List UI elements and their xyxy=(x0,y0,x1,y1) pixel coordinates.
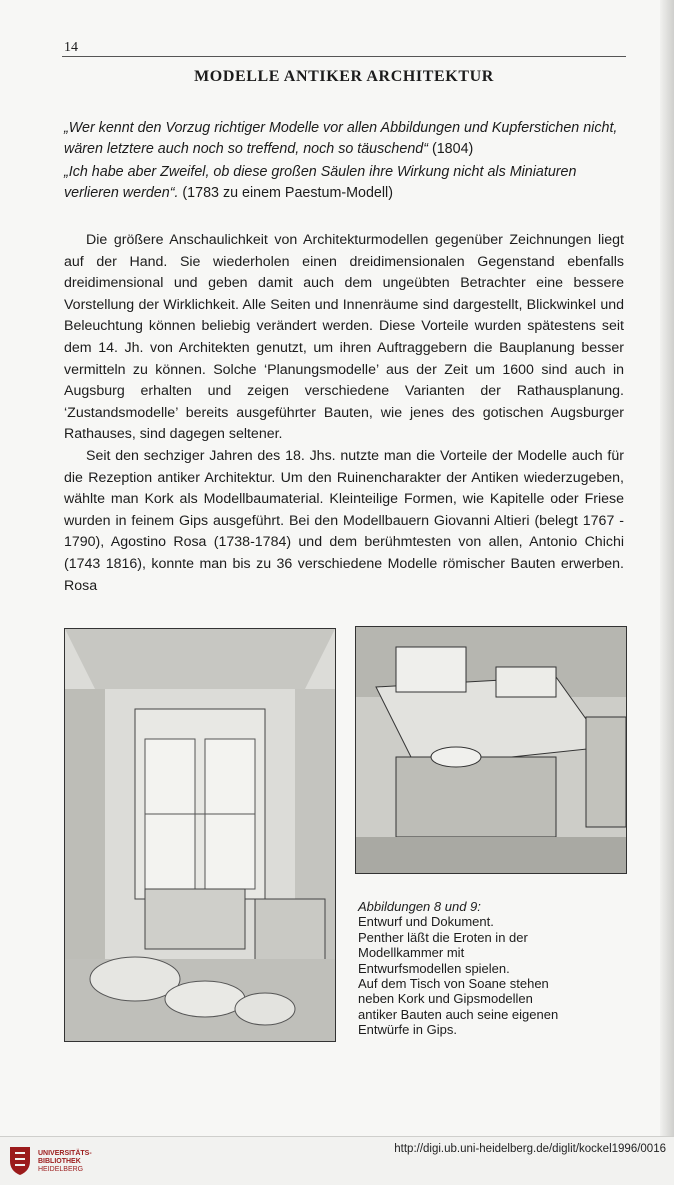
caption-line: Auf dem Tisch von Soane stehen xyxy=(358,976,549,992)
caption-line: antiker Bauten auch seine eigenen xyxy=(358,1006,559,1022)
figure-8-illustration xyxy=(65,629,335,1041)
source-url-link[interactable]: http://digi.ub.uni-heidelberg.de/diglit/kockel1996/0016 xyxy=(394,1143,666,1155)
caption-label: Abbildungen 8 und 9: xyxy=(358,899,481,914)
library-line: UNIVERSITÄTS- xyxy=(38,1150,92,1157)
caption-line: Penther läßt die Eroten in der xyxy=(358,929,528,945)
quote-2-source: (1783 zu einem Paestum-Modell) xyxy=(178,185,393,201)
figure-9-engraving xyxy=(355,626,627,874)
figure-caption xyxy=(358,899,608,1038)
quote-1-text: „Wer kennt den Vorzug richtiger Modelle vor allen Abbildungen und Kupferstichen nicht, wären letztere auch noch so treffend, noch so täuschend“ xyxy=(64,120,618,157)
library-line: HEIDELBERG xyxy=(38,1166,84,1173)
figure-8-engraving xyxy=(64,628,336,1042)
header-rule xyxy=(62,56,626,57)
quote-2-text: „Ich habe aber Zweifel, ob diese großen Säulen ihre Wirkung nicht als Miniaturen verlieren werden“. xyxy=(64,164,577,201)
figure-9-illustration xyxy=(356,627,626,873)
caption-line: Entwürfe in Gips. xyxy=(358,1022,457,1038)
caption-line: Modellkammer mit xyxy=(358,945,465,961)
quote-2 xyxy=(64,162,624,204)
library-logo-icon[interactable] xyxy=(6,1143,34,1177)
paragraph: Die größere Anschaulichkeit von Architekturmodellen gegenüber Zeichnungen liegt auf der Hand. Sie wiederholen einen dreidimensionalen Gegenstand ebenfalls dreidimensional und geben damit auch dem ungeübten Betrachter eine bessere Vorstellung der Wirklichkeit. Alle Seiten und Innenräume sind dargestellt, Blickwinkel und Beleuchtung können beliebig verändert werden. Diese Vorteile wurden spätestens seit dem 14. Jh. von Architekten genutzt, um ihren Auftraggebern die Bauplanung besser vermitteln zu können. Solche ‘Planungsmodelle’ aus der Zeit um 1600 sind auch in Augsburg erhalten und zeigen verschiedene Varianten der Rathausplanung. ‘Zustandsmodelle’ bereits ausgeführter Bauten, wie jenes des gotischen Augsburger Rathauses, sind dagegen seltener. xyxy=(64,232,624,443)
chapter-title: MODELLE ANTIKER ARCHITEKTUR xyxy=(194,68,494,85)
caption-line: Entwurfsmodellen spielen. xyxy=(358,960,510,976)
body-text xyxy=(64,230,624,597)
caption-line: neben Kork und Gipsmodellen xyxy=(358,991,533,1007)
page-number: 14 xyxy=(64,40,78,55)
page-edge-shadow xyxy=(660,0,674,1136)
paragraph: Seit den sechziger Jahren des 18. Jhs. nutzte man die Vorteile der Modelle auch für die Rezeption antiker Architektur. Um den Ruinencharakter der Antiken wiederzugeben, wählte man Kork als Modellbaumaterial. Kleinteilige Formen, wie Kapitelle oder Friese wurden in feinem Gips ausgeführt. Bei den Modellbauern Giovanni Altieri (belegt 1767 - 1790), Agostino Rosa (1738-1784) und dem berühmtesten von allen, Antonio Chichi (1743 1816), konnte man bis zu 36 verschiedene Modelle römischer Bauten erwerben. Rosa xyxy=(64,447,624,594)
library-name[interactable] xyxy=(38,1150,92,1174)
quote-1-year: (1804) xyxy=(428,141,474,157)
caption-line: Entwurf und Dokument. xyxy=(358,914,494,930)
library-line: BIBLIOTHEK xyxy=(38,1158,81,1165)
quote-1 xyxy=(64,118,624,160)
